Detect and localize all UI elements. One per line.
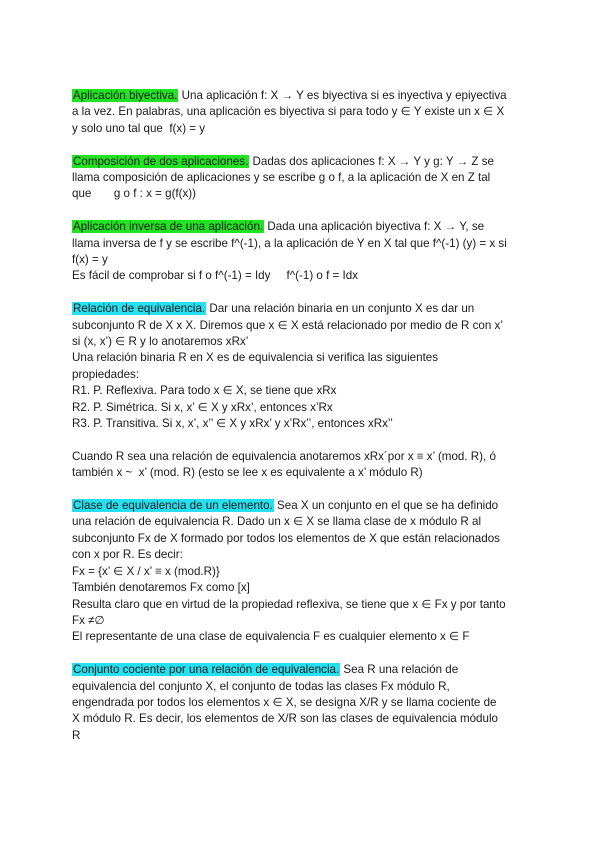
- text-line: [72, 219, 532, 235]
- section-conjunto-cociente: [72, 662, 532, 744]
- highlighted-heading: Aplicación inversa de una aplicación.: [73, 220, 264, 234]
- paragraph-text: Sea R una relación de: [340, 663, 459, 677]
- property-simetrica: R2. P. Simétrica. Si x, x’ ∈ X y xRx’, entonces x’Rx: [72, 400, 333, 414]
- text-line: que g o f : x = g(f(x)): [72, 187, 197, 201]
- property-reflexiva: R1. P. Reflexiva. Para todo x ∈ X, se tiene que xRx: [72, 384, 337, 398]
- text-line: una relación de equivalencia R. Dado un x ∈ X se llama clase de x módulo R al: [72, 515, 482, 529]
- text-line: [72, 301, 532, 317]
- text-line: Es fácil de comprobar si f o f^(-1) = Idy f^(-1) o f = Idx: [72, 269, 359, 283]
- highlighted-heading: Composición de dos aplicaciones.: [73, 154, 249, 168]
- highlighted-heading: Relación de equivalencia.: [73, 302, 206, 316]
- paragraph-text: Una aplicación f: X → Y es biyectiva si es inyectiva y epiyectiva: [178, 89, 507, 102]
- paragraph-text: Sea X un conjunto en el que se ha definido: [273, 499, 499, 513]
- text-line: engendrada por todos los elementos x ∈ X, se designa X/R y se llama cociente de: [72, 695, 497, 709]
- highlighted-heading: Conjunto cociente por una relación de equivalencia.: [73, 663, 340, 677]
- text-line: llama inversa de f y se escribe f^(-1), a la aplicación de Y en X tal que f^(-1) (y) = x si: [72, 236, 507, 250]
- section-composicion: [72, 154, 532, 203]
- text-line: subconjunto R de X x X. Diremos que x ∈ X está relacionado por medio de R con x’: [72, 318, 503, 332]
- text-line: R: [72, 728, 81, 742]
- text-line: equivalencia del conjunto X, el conjunto de todas las clases Fx módulo R,: [72, 679, 450, 693]
- section-clase-equivalencia: [72, 498, 532, 646]
- highlighted-heading: Clase de equivalencia de un elemento.: [73, 499, 273, 513]
- text-line: y solo uno tal que f(x) = y: [72, 121, 206, 135]
- text-line: llama composición de aplicaciones y se escribe g o f, a la aplicación de X en Z tal: [72, 171, 491, 185]
- text-line: [72, 154, 532, 170]
- text-line: a la vez. En palabras, una aplicación es biyectiva si para todo y ∈ Y existe un x ∈ X: [72, 105, 505, 119]
- text-line: [72, 662, 532, 678]
- formula-line: Fx ≠∅: [72, 613, 105, 627]
- text-line: [72, 498, 532, 514]
- paragraph-text: Dar una relación binaria en un conjunto X es dar un: [206, 302, 475, 316]
- section-aplicacion-biyectiva: [72, 88, 532, 137]
- text-line: X módulo R. Es decir, los elementos de X/R son las clases de equivalencia módulo: [72, 712, 498, 726]
- blank-line: [72, 432, 532, 448]
- document-page: [72, 88, 532, 744]
- text-line: si (x, x’) ∈ R y lo anotaremos xRx’: [72, 335, 249, 349]
- text-line: propiedades:: [72, 367, 140, 381]
- section-relacion-equivalencia: [72, 301, 532, 481]
- text-line: Cuando R sea una relación de equivalencia anotaremos xRx´por x ≡ x’ (mod. R), ó: [72, 449, 496, 463]
- text-line: Una relación binaria R en X es de equivalencia si verifica las siguientes: [72, 351, 439, 365]
- text-line: Resulta claro que en virtud de la propiedad reflexiva, se tiene que x ∈ Fx y por tanto: [72, 597, 506, 611]
- text-line: también x ~ x’ (mod. R) (esto se lee x es equivalente a x’ módulo R): [72, 466, 423, 480]
- paragraph-text: Dada una aplicación biyectiva f: X → Y, se: [264, 220, 485, 234]
- text-line: f(x) = y: [72, 253, 108, 267]
- text-line: [72, 88, 532, 104]
- text-line: También denotaremos Fx como [x]: [72, 581, 250, 595]
- text-line: El representante de una clase de equivalencia F es cualquier elemento x ∈ F: [72, 630, 470, 644]
- highlighted-heading: Aplicación biyectiva.: [73, 89, 178, 102]
- property-transitiva: R3. P. Transitiva. Si x, x’, x’’ ∈ X y xRx’ y x’Rx’’, entonces xRx’’: [72, 417, 393, 431]
- paragraph-text: Dadas dos aplicaciones f: X → Y y g: Y → Z se: [249, 154, 494, 168]
- section-aplicacion-inversa: [72, 219, 532, 285]
- formula-line: Fx = {x’ ∈ X / x’ ≡ x (mod.R)}: [72, 564, 220, 578]
- text-line: con x por R. Es decir:: [72, 548, 183, 562]
- text-line: subconjunto Fx de X formado por todos los elementos de X que están relacionados: [72, 531, 500, 545]
